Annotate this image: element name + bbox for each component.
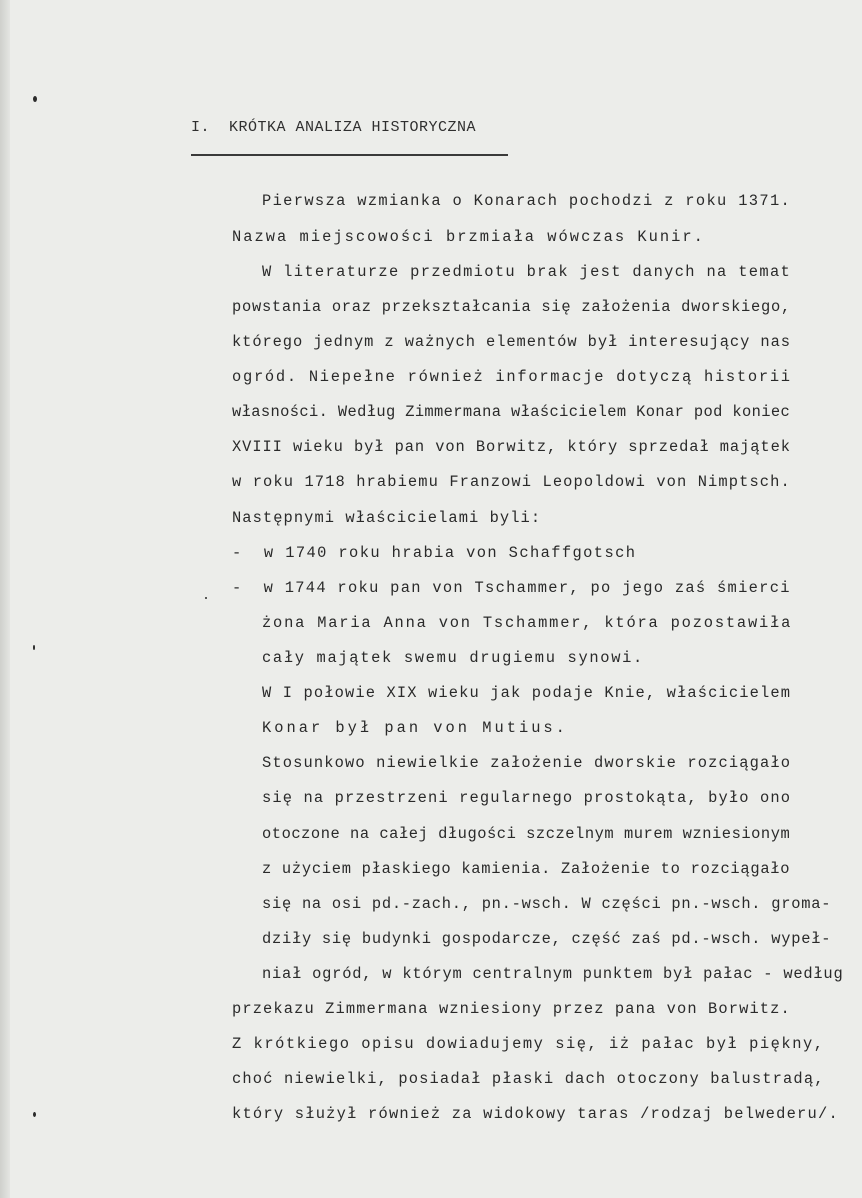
text-line: którego jednym z ważnych elementów był interesujący nas bbox=[232, 333, 791, 351]
text-line: z użyciem płaskiego kamienia. Założenie to rozciągało bbox=[262, 860, 791, 878]
text-line: który służył również za widokowy taras /rodzaj belwederu/. bbox=[232, 1105, 839, 1123]
ink-mark bbox=[33, 1112, 36, 1117]
text-line: się na przestrzeni regularnego prostokąta, było ono bbox=[262, 789, 792, 807]
ink-dot bbox=[205, 597, 207, 599]
text-line: w roku 1718 hrabiemu Franzowi Leopoldowi von Nimptsch. bbox=[232, 473, 791, 491]
ink-mark bbox=[33, 645, 35, 650]
text-line: się na osi pd.-zach., pn.-wsch. W części pn.-wsch. groma- bbox=[262, 895, 832, 913]
text-line: cały majątek swemu drugiemu synowi. bbox=[262, 649, 644, 667]
heading-underline bbox=[191, 154, 508, 156]
text-line: przekazu Zimmermana wzniesiony przez pana von Borwitz. bbox=[232, 1000, 791, 1018]
text-line: Z krótkiego opisu dowiadujemy się, iż pałac był piękny, bbox=[232, 1035, 825, 1053]
ink-mark bbox=[33, 96, 37, 102]
text-line: - w 1744 roku pan von Tschammer, po jego zaś śmierci bbox=[232, 579, 791, 597]
page-edge bbox=[0, 0, 10, 1198]
text-line: niał ogród, w którym centralnym punktem był pałac - według bbox=[262, 965, 844, 983]
text-line: XVIII wieku był pan von Borwitz, który sprzedał majątek bbox=[232, 438, 791, 456]
text-line: W I połowie XIX wieku jak podaje Knie, właścicielem bbox=[262, 684, 792, 702]
section-heading: I. KRÓTKA ANALIZA HISTORYCZNA bbox=[191, 119, 477, 136]
text-line: - w 1740 roku hrabia von Schaffgotsch bbox=[232, 544, 637, 562]
text-line: Konar był pan von Mutius. bbox=[262, 719, 568, 737]
text-line: ogród. Niepełne również informacje dotyczą historii bbox=[232, 368, 792, 386]
text-line: powstania oraz przekształcania się założenia dworskiego, bbox=[232, 298, 791, 316]
text-line: choć niewielki, posiadał płaski dach otoczony balustradą, bbox=[232, 1070, 825, 1088]
text-line: otoczone na całej długości szczelnym murem wzniesionym bbox=[262, 825, 791, 843]
text-line: własności. Według Zimmermana właścicielem Konar pod koniec bbox=[232, 403, 791, 421]
text-line: Następnymi właścicielami byli: bbox=[232, 509, 542, 527]
text-line: dziły się budynki gospodarcze, część zaś pd.-wsch. wypeł- bbox=[262, 930, 832, 948]
text-line: Pierwsza wzmianka o Konarach pochodzi z roku 1371. bbox=[262, 192, 792, 210]
text-line: Nazwa miejscowości brzmiała wówczas Kunir. bbox=[232, 228, 705, 246]
text-line: żona Maria Anna von Tschammer, która pozostawiła bbox=[262, 614, 793, 632]
text-line: Stosunkowo niewielkie założenie dworskie rozciągało bbox=[262, 754, 792, 772]
text-line: W literaturze przedmiotu brak jest danych na temat bbox=[262, 263, 792, 281]
